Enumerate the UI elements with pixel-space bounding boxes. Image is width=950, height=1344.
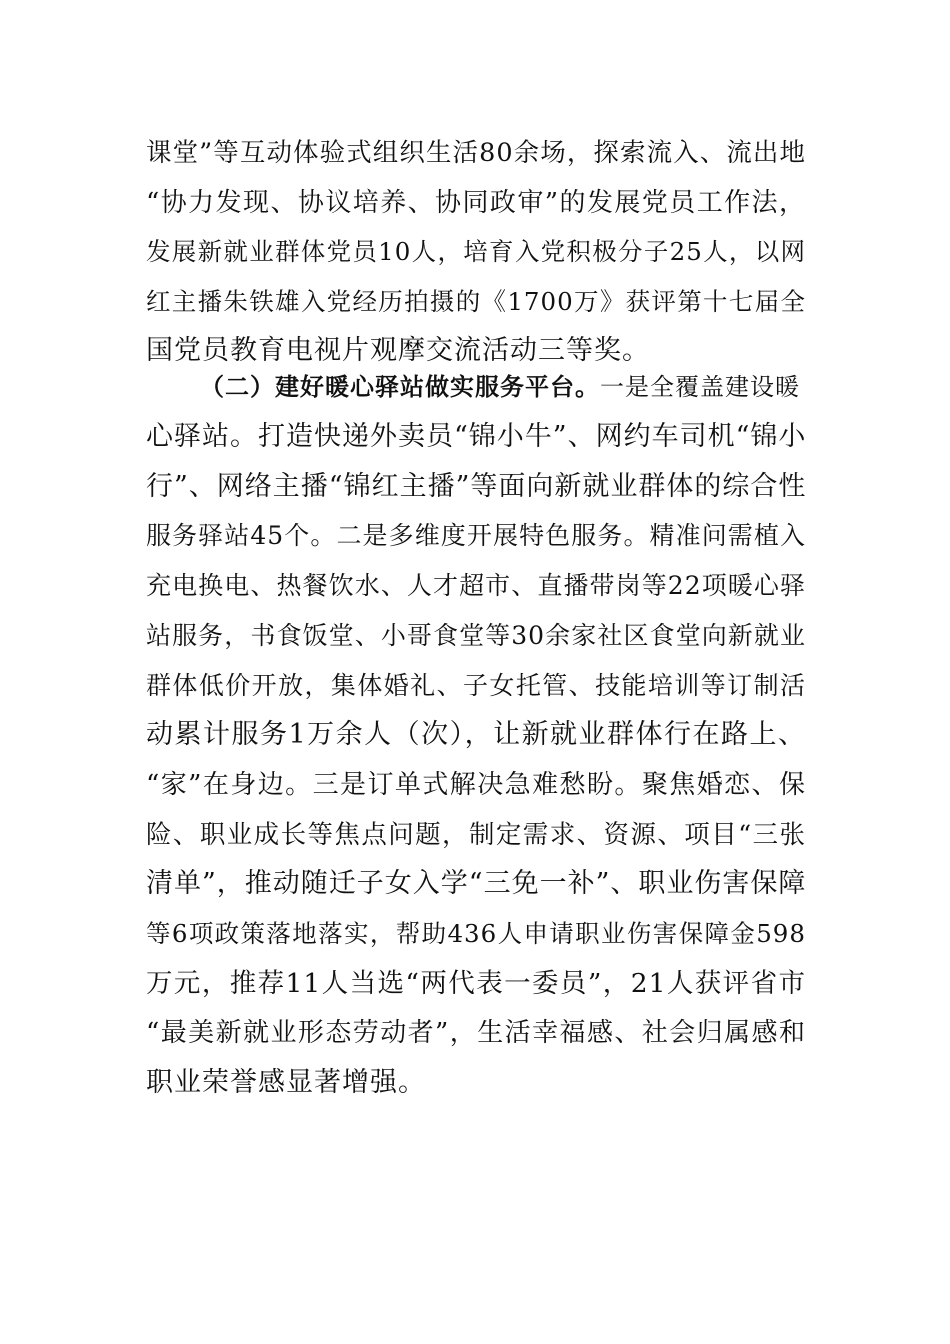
paragraph2-line-13: “最美新就业形态劳动者”，生活幸福感、社会归属感和 [146,1018,806,1048]
paragraph2-line-4: 充电换电、热餐饮水、人才超市、直播带岗等22项暖心驿 [146,571,806,600]
paragraph2-line-7: 动累计服务1万余人（次），让新就业群体行在路上、 [146,719,806,750]
paragraph2-line-12: 万元，推荐11人当选“两代表一委员”，21人获评省市 [146,968,806,999]
paragraph2-line-9: 险、职业成长等焦点问题，制定需求、资源、项目“三张 [146,820,806,850]
section-heading: （二）建好暖心驿站做实服务平台。 [200,372,600,401]
paragraph2-line-14: 职业荣誉感显著增强。 [146,1067,426,1098]
paragraph1-line-3: 发展新就业群体党员10人，培育入党积极分子25人，以网 [146,237,806,266]
paragraph2-line-6: 群体低价开放，集体婚礼、子女托管、技能培训等订制活 [146,671,806,700]
paragraph1-line-2: “协力发现、协议培养、协同政审”的发展党员工作法， [146,188,806,218]
paragraph1-line-5: 国党员教育电视片观摩交流活动三等奖。 [146,335,650,366]
paragraph2-first-line [200,367,806,407]
paragraph2-line-11: 等6项政策落地落实，帮助436人申请职业伤害保障金598 [146,919,806,948]
paragraph2-line-3: 服务驿站45个。二是多维度开展特色服务。精准问需植入 [146,521,806,550]
paragraph2-line-1: 心驿站。打造快递外卖员“锦小牛”、网约车司机“锦小 [146,421,807,452]
paragraph2-line-10: 清单”，推动随迁子女入学“三免一补”、职业伤害保障 [146,868,807,899]
paragraph1-line-4: 红主播朱铁雄入党经历拍摄的《1700万》获评第十七届全 [146,287,806,316]
paragraph2-line-8: “家”在身边。三是订单式解决急难愁盼。聚焦婚恋、保 [146,770,806,800]
paragraph2-line-5: 站服务，书食饭堂、小哥食堂等30余家社区食堂向新就业 [146,621,806,650]
paragraph2-first-line-text: 一是全覆盖建设暖 [600,373,800,401]
paragraph2-line-2: 行”、网络主播“锦红主播”等面向新就业群体的综合性 [146,471,807,502]
paragraph1-line-1: 课堂”等互动体验式组织生活80余场，探索流入、流出地 [146,138,806,168]
